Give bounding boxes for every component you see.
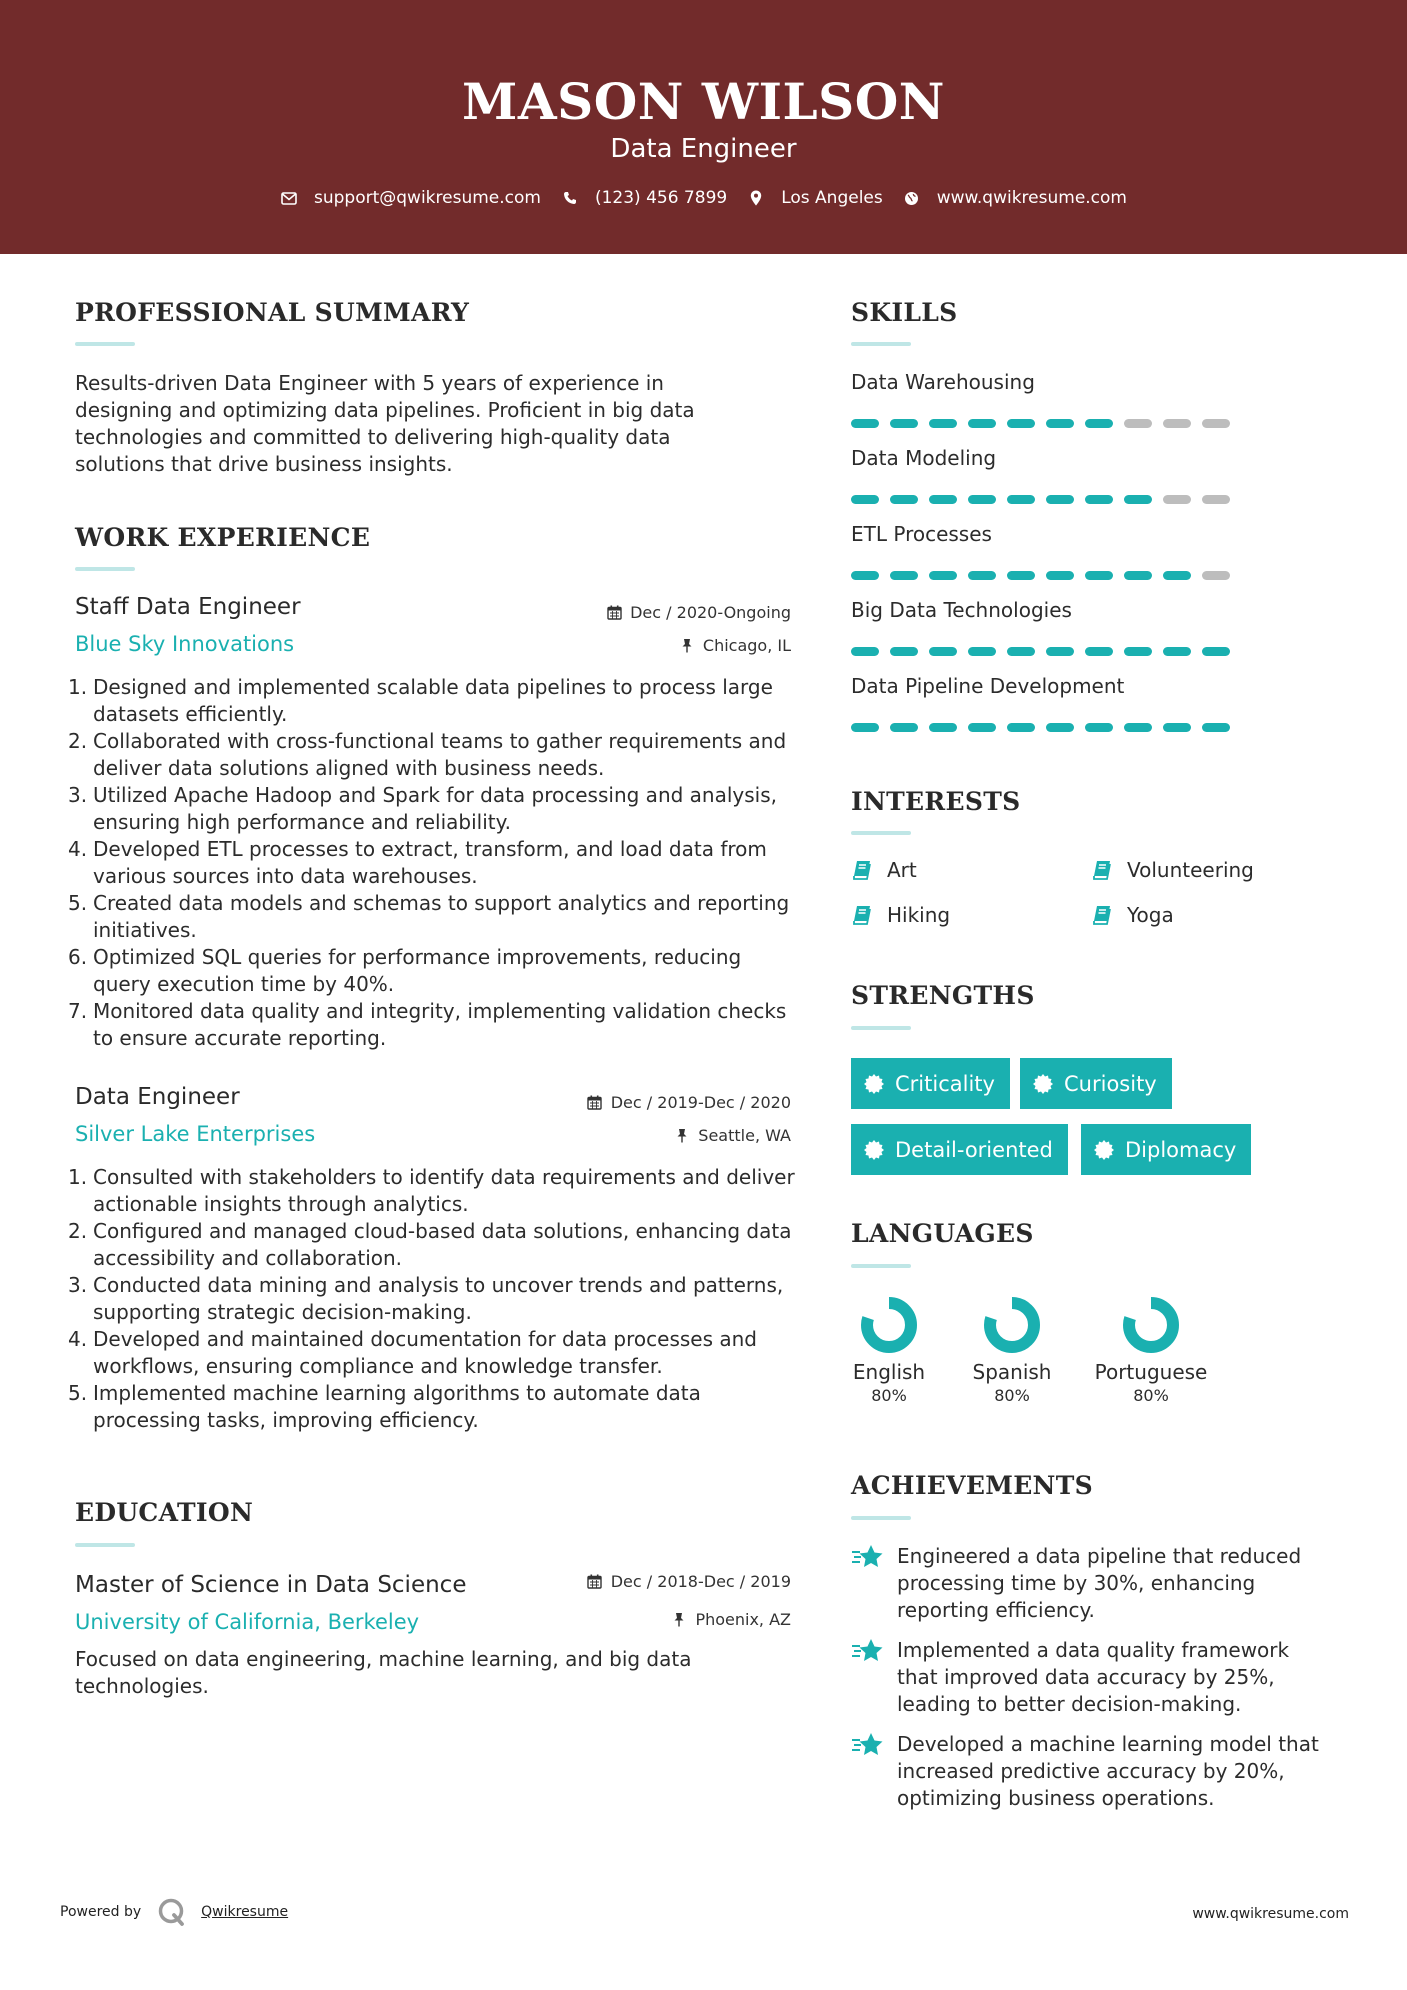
company-name: Blue Sky Innovations — [75, 632, 295, 656]
star-icon — [851, 1731, 885, 1759]
list-item: 2. Collaborated with cross-functional teams to gather requirements and deliver data solutions aligned with business needs. — [68, 729, 787, 780]
rating-dot-filled — [890, 419, 918, 428]
interest-label: Hiking — [887, 903, 951, 927]
experience-heading: WORK EXPERIENCE — [75, 523, 371, 552]
strengths-heading-rule — [851, 1026, 911, 1030]
rating-dot-empty — [1163, 419, 1191, 428]
skill-rating — [851, 419, 1241, 428]
rating-dot-filled — [1085, 647, 1113, 656]
interest-label: Volunteering — [1127, 858, 1254, 882]
rating-dot-filled — [968, 647, 996, 656]
list-item: 4. Developed and maintained documentation for data processes and workflows, ensuring compliance and knowledge transfer. — [68, 1327, 757, 1378]
rating-dot-filled — [1124, 723, 1152, 732]
footer-powered-by — [60, 1897, 288, 1927]
rating-dot-filled — [851, 419, 879, 428]
pin-icon — [679, 638, 695, 654]
language-item — [851, 1294, 927, 1405]
list-item: 1. Designed and implemented scalable data pipelines to process large datasets efficiently. — [68, 675, 773, 726]
achievement-item — [851, 1637, 1331, 1718]
job-dates-text: Dec / 2020-Ongoing — [630, 603, 791, 622]
job-title: Data Engineer — [75, 1084, 240, 1110]
rating-dot-empty — [1124, 419, 1152, 428]
rating-dot-filled — [890, 495, 918, 504]
envelope-icon — [280, 189, 298, 207]
footer-website[interactable]: www.qwikresume.com — [1192, 1906, 1349, 1922]
rating-dot-filled — [1085, 723, 1113, 732]
job-location — [674, 1126, 791, 1145]
badge-icon — [1032, 1073, 1054, 1095]
contact-location — [747, 188, 883, 208]
rating-dot-filled — [1007, 571, 1035, 580]
language-percent: 80% — [871, 1386, 907, 1405]
rating-dot-filled — [1046, 495, 1074, 504]
job-location — [679, 636, 791, 655]
rating-dot-filled — [1202, 723, 1230, 732]
rating-dot-filled — [890, 723, 918, 732]
rating-dot-filled — [890, 647, 918, 656]
calendar-icon — [587, 1095, 603, 1111]
summary-text: Results-driven Data Engineer with 5 years of experience in designing and optimizing data pipelines. Proficient in big data technologies and committed to delivering high-quality data solutions that drive business insights. — [75, 371, 695, 476]
list-item: 6. Optimized SQL queries for performance improvements, reducing query execution time by 40%. — [68, 945, 742, 996]
skills-heading-rule — [851, 342, 911, 346]
achievements-heading-rule — [851, 1516, 911, 1520]
rating-dot-filled — [1007, 647, 1035, 656]
rating-dot-filled — [1046, 723, 1074, 732]
interest-item — [851, 903, 950, 927]
strength-label: Detail-oriented — [895, 1137, 1053, 1162]
rating-dot-filled — [1124, 647, 1152, 656]
summary-heading-rule — [75, 342, 135, 346]
qwikresume-logo-icon — [157, 1897, 187, 1927]
powered-by-text: Powered by — [60, 1904, 142, 1920]
rating-dot-filled — [968, 419, 996, 428]
star-icon — [851, 1543, 885, 1571]
pin-icon — [674, 1128, 690, 1144]
interest-item — [1091, 903, 1174, 927]
rating-dot-filled — [851, 647, 879, 656]
language-ring — [858, 1294, 920, 1356]
company-name: Silver Lake Enterprises — [75, 1122, 316, 1146]
rating-dot-filled — [851, 723, 879, 732]
rating-dot-filled — [1163, 571, 1191, 580]
rating-dot-filled — [929, 723, 957, 732]
interest-label: Yoga — [1127, 903, 1174, 927]
rating-dot-filled — [968, 723, 996, 732]
language-item — [1090, 1294, 1212, 1405]
rating-dot-filled — [1085, 495, 1113, 504]
strength-label: Curiosity — [1064, 1071, 1157, 1096]
rating-dot-filled — [851, 495, 879, 504]
education-dates — [587, 1572, 791, 1591]
contact-email[interactable] — [280, 188, 541, 208]
job-dates — [606, 603, 791, 622]
language-ring — [981, 1294, 1043, 1356]
language-name: Portuguese — [1094, 1360, 1208, 1384]
badge-icon — [1093, 1139, 1115, 1161]
strength-tag — [851, 1124, 1068, 1175]
list-item: 3. Conducted data mining and analysis to uncover trends and patterns, supporting strategic decision-making. — [68, 1273, 784, 1324]
job-location-text: Seattle, WA — [698, 1126, 791, 1145]
language-percent: 80% — [994, 1386, 1030, 1405]
list-item: 3. Utilized Apache Hadoop and Spark for data processing and analysis, ensuring high performance and reliability. — [68, 783, 778, 834]
strength-label: Criticality — [895, 1071, 995, 1096]
contact-bar — [0, 188, 1407, 208]
summary-heading: PROFESSIONAL SUMMARY — [75, 298, 470, 327]
rating-dot-filled — [968, 571, 996, 580]
degree-title: Master of Science in Data Science — [75, 1572, 467, 1598]
rating-dot-filled — [1046, 571, 1074, 580]
book-icon — [1091, 859, 1113, 881]
list-item: 4. Developed ETL processes to extract, transform, and load data from various sources into data warehouses. — [68, 837, 767, 888]
job-dates — [587, 1093, 791, 1112]
list-item: 7. Monitored data quality and integrity, implementing validation checks to ensure accurate reporting. — [68, 999, 787, 1050]
contact-website[interactable] — [903, 188, 1127, 208]
interests-heading: INTERESTS — [851, 787, 1021, 816]
rating-dot-empty — [1202, 571, 1230, 580]
skills-heading: SKILLS — [851, 298, 958, 327]
rating-dot-filled — [1007, 419, 1035, 428]
skill-rating — [851, 723, 1241, 732]
rating-dot-filled — [929, 495, 957, 504]
rating-dot-filled — [1007, 495, 1035, 504]
skill-name: ETL Processes — [851, 522, 992, 546]
rating-dot-filled — [1163, 647, 1191, 656]
education-heading-rule — [75, 1543, 135, 1547]
skill-rating — [851, 495, 1241, 504]
language-ring — [1120, 1294, 1182, 1356]
job-title: Staff Data Engineer — [75, 594, 301, 620]
rating-dot-filled — [1124, 571, 1152, 580]
achievements-heading: ACHIEVEMENTS — [851, 1471, 1093, 1500]
strength-tag — [851, 1058, 1010, 1109]
skill-name: Data Warehousing — [851, 370, 1035, 394]
experience-heading-rule — [75, 567, 135, 571]
candidate-role: Data Engineer — [610, 134, 797, 164]
interest-label: Art — [887, 858, 917, 882]
resume-header — [0, 0, 1407, 254]
pin-icon — [671, 1612, 687, 1628]
skill-name: Data Pipeline Development — [851, 674, 1125, 698]
rating-dot-filled — [851, 571, 879, 580]
rating-dot-filled — [1202, 647, 1230, 656]
rating-dot-empty — [1202, 495, 1230, 504]
achievement-item — [851, 1543, 1331, 1624]
website-text: www.qwikresume.com — [936, 188, 1127, 208]
school-name: University of California, Berkeley — [75, 1610, 420, 1634]
job-bullet-list — [68, 674, 798, 1052]
interests-heading-rule — [851, 831, 911, 835]
language-ring-arc — [867, 1303, 911, 1347]
book-icon — [851, 859, 873, 881]
rating-dot-filled — [1007, 723, 1035, 732]
rating-dot-empty — [1163, 495, 1191, 504]
education-dates-text: Dec / 2018-Dec / 2019 — [610, 1572, 791, 1591]
rating-dot-filled — [929, 419, 957, 428]
list-item: 2. Configured and managed cloud-based data solutions, enhancing data accessibility and collaboration. — [68, 1219, 792, 1270]
achievement-item — [851, 1731, 1331, 1812]
rating-dot-filled — [1046, 419, 1074, 428]
list-item: 5. Created data models and schemas to support analytics and reporting initiatives. — [68, 891, 790, 942]
calendar-icon — [587, 1574, 603, 1590]
education-description: Focused on data engineering, machine learning, and big data technologies. — [75, 1647, 692, 1698]
rating-dot-filled — [1085, 419, 1113, 428]
skill-name: Big Data Technologies — [851, 598, 1072, 622]
achievement-text: Engineered a data pipeline that reduced processing time by 30%, enhancing reporting efficiency. — [897, 1544, 1302, 1622]
email-text: support@qwikresume.com — [314, 188, 541, 208]
interest-item — [1091, 858, 1254, 882]
languages-heading: LANGUAGES — [851, 1219, 1034, 1248]
language-ring-arc — [990, 1303, 1034, 1347]
map-marker-icon — [747, 189, 765, 207]
strength-label: Diplomacy — [1125, 1137, 1237, 1162]
phone-text: (123) 456 7899 — [594, 188, 728, 208]
calendar-icon — [606, 605, 622, 621]
location-text: Los Angeles — [781, 188, 883, 208]
education-heading: EDUCATION — [75, 1498, 254, 1527]
language-ring-arc — [1129, 1303, 1173, 1347]
skill-name: Data Modeling — [851, 446, 997, 470]
list-item: 1. Consulted with stakeholders to identify data requirements and deliver actionable insights through analytics. — [68, 1165, 795, 1216]
achievement-text: Developed a machine learning model that increased predictive accuracy by 20%, optimizing business operations. — [897, 1732, 1319, 1810]
rating-dot-filled — [929, 647, 957, 656]
star-icon — [851, 1637, 885, 1665]
book-icon — [851, 904, 873, 926]
language-item — [970, 1294, 1054, 1405]
list-item: 5. Implemented machine learning algorithms to automate data processing tasks, improving efficiency. — [68, 1381, 701, 1432]
job-location-text: Chicago, IL — [702, 636, 791, 655]
education-location-text: Phoenix, AZ — [695, 1610, 791, 1629]
strengths-heading: STRENGTHS — [851, 981, 1035, 1010]
candidate-name: MASON WILSON — [462, 72, 945, 131]
strength-tag — [1020, 1058, 1172, 1109]
language-name: Spanish — [972, 1360, 1052, 1384]
badge-icon — [863, 1073, 885, 1095]
rating-dot-filled — [929, 571, 957, 580]
rating-dot-filled — [1124, 495, 1152, 504]
book-icon — [1091, 904, 1113, 926]
globe-icon — [903, 189, 921, 207]
achievement-text: Implemented a data quality framework that improved data accuracy by 25%, leading to better decision-making. — [897, 1638, 1290, 1716]
qwikresume-link[interactable]: Qwikresume — [201, 1904, 289, 1920]
rating-dot-filled — [1085, 571, 1113, 580]
skill-rating — [851, 647, 1241, 656]
job-bullet-list — [68, 1164, 798, 1434]
language-name: English — [852, 1360, 926, 1384]
phone-icon — [561, 189, 579, 207]
strength-tag — [1081, 1124, 1251, 1175]
rating-dot-filled — [1163, 723, 1191, 732]
rating-dot-filled — [1046, 647, 1074, 656]
skill-rating — [851, 571, 1241, 580]
education-location — [671, 1610, 791, 1629]
rating-dot-filled — [968, 495, 996, 504]
languages-heading-rule — [851, 1264, 911, 1268]
job-dates-text: Dec / 2019-Dec / 2020 — [610, 1093, 791, 1112]
language-percent: 80% — [1133, 1386, 1169, 1405]
rating-dot-filled — [890, 571, 918, 580]
interest-item — [851, 858, 917, 882]
contact-phone[interactable] — [561, 188, 727, 208]
rating-dot-empty — [1202, 419, 1230, 428]
badge-icon — [863, 1139, 885, 1161]
